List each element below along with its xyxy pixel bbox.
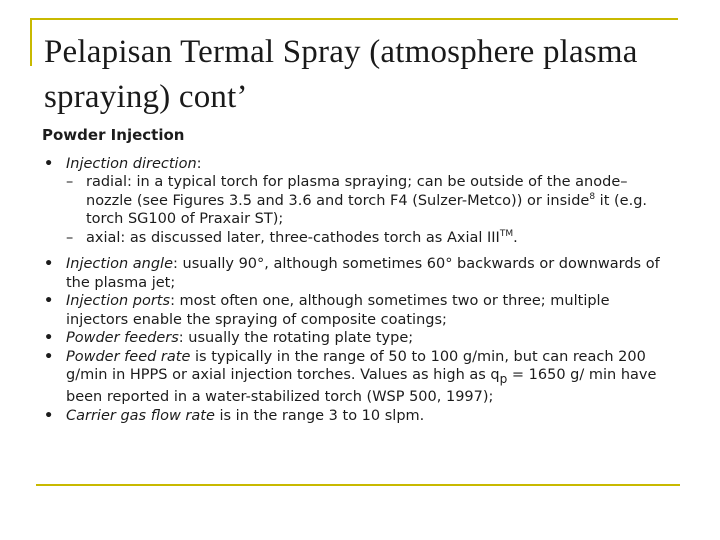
superscript: TM — [499, 228, 514, 239]
bullet-text-end: = 1650 g/ min have been reported in a water-stabilized torch (WSP 500, 1997); — [66, 367, 657, 406]
bullet-icon: • — [44, 256, 54, 272]
section-heading: Powder Injection — [42, 126, 185, 144]
bullet-text: : usually the rotating plate type; — [178, 330, 414, 346]
bullet-text: : — [196, 155, 202, 172]
bullet-powder-feed-rate — [42, 348, 672, 407]
bullet-injection-direction — [42, 155, 672, 174]
bullet-text: is in the range 3 to 10 slpm. — [214, 407, 425, 424]
bullet-text: : most often one, although sometimes two or three; multiple injectors enable the spraying of composite coatings; — [66, 293, 610, 328]
left-accent-line — [30, 18, 32, 66]
bullet-icon: • — [44, 155, 54, 172]
bullet-icon: • — [44, 293, 54, 309]
dash-icon: – — [66, 229, 74, 246]
bullet-text: : usually 90°, although sometimes 60° backwards or downwards of the plasma jet; — [66, 256, 660, 291]
sub-text-end: it (e.g. torch SG100 of Praxair ST); — [86, 192, 648, 227]
bullet-term: Injection angle — [66, 256, 174, 272]
sub-item-axial — [42, 229, 672, 248]
subscript: p — [499, 371, 508, 386]
sub-text-end: . — [513, 229, 518, 246]
top-accent-line — [30, 18, 678, 20]
slide-title: Pelapisan Termal Spray (atmosphere plasma spraying) cont’ — [44, 34, 638, 115]
bullet-powder-feeders — [42, 329, 672, 348]
bullet-icon: • — [44, 407, 54, 424]
dash-icon: – — [66, 174, 74, 190]
bullet-term: Powder feed rate — [66, 348, 191, 365]
bullet-term: Powder feeders — [66, 330, 179, 346]
scanned-text-block — [42, 126, 672, 425]
bullet-injection-ports — [42, 292, 672, 329]
bullet-icon: • — [44, 348, 54, 365]
bullet-icon: • — [44, 330, 54, 346]
superscript: 8 — [589, 191, 596, 202]
bullet-text: is typically in the range of 50 to 100 g/min, but can reach 200 g/min in HPPS or axial injection torches. Values as high as q — [66, 348, 646, 383]
sub-item-radial — [42, 173, 672, 229]
sub-text: radial: in a typical torch for plasma spraying; can be outside of the anode–nozzle (see Figures 3.5 and 3.6 and torch F4 (Sulzer-Metco)) or inside — [86, 174, 628, 209]
bottom-accent-line — [36, 484, 680, 486]
bullet-term: Injection ports — [66, 293, 171, 309]
bullet-carrier-gas — [42, 407, 672, 426]
sub-text: axial: as discussed later, three-cathodes torch as Axial III — [86, 229, 500, 246]
bullet-term: Carrier gas flow rate — [66, 407, 215, 424]
bullet-term: Injection direction — [66, 155, 197, 172]
bullet-injection-angle — [42, 255, 672, 292]
